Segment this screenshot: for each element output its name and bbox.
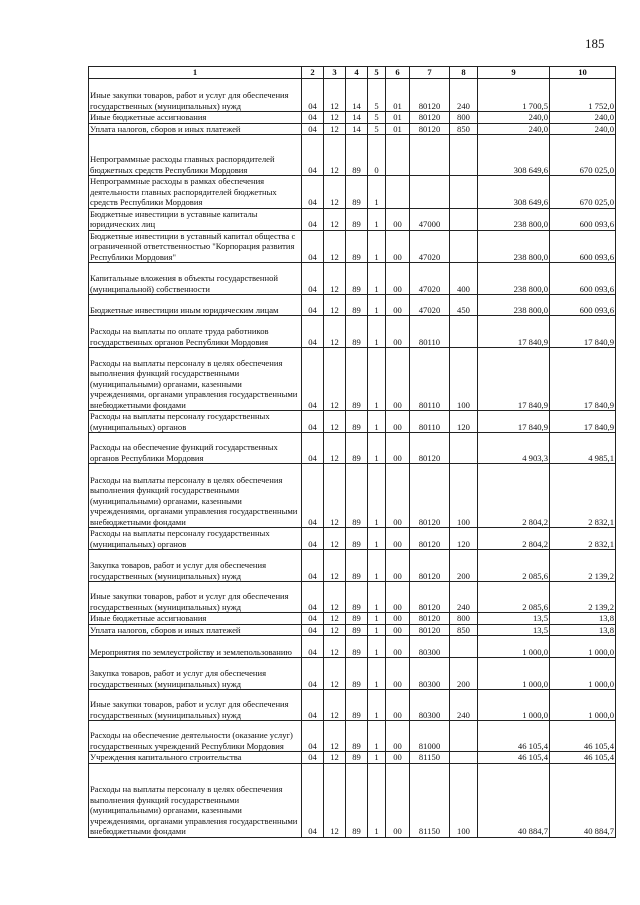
code-subprogram: 1 xyxy=(368,550,386,582)
code-main-activity: 00 xyxy=(386,658,410,690)
row-name: Иные бюджетные ассигнования xyxy=(89,613,302,625)
code-subsection: 12 xyxy=(324,135,346,176)
table-row xyxy=(89,464,616,528)
code-expense-type xyxy=(450,316,478,348)
code-subsection: 12 xyxy=(324,624,346,636)
code-section: 04 xyxy=(302,636,324,658)
table-row xyxy=(89,295,616,316)
code-direction: 80120 xyxy=(410,624,450,636)
code-subsection: 12 xyxy=(324,582,346,613)
row-name: Бюджетные инвестиции в уставные капиталы юридических лиц xyxy=(89,208,302,230)
column-header-6: 6 xyxy=(386,67,410,79)
code-expense-type: 850 xyxy=(450,123,478,135)
code-subprogram: 1 xyxy=(368,433,386,464)
row-name: Закупка товаров, работ и услуг для обеспечения государственных (муниципальных) нужд xyxy=(89,658,302,690)
code-program: 89 xyxy=(346,208,368,230)
code-main-activity: 00 xyxy=(386,411,410,433)
code-subsection: 12 xyxy=(324,464,346,528)
code-expense-type: 240 xyxy=(450,690,478,721)
table-body xyxy=(89,79,616,838)
table-row xyxy=(89,613,616,625)
code-subprogram: 1 xyxy=(368,176,386,209)
code-subsection: 12 xyxy=(324,528,346,550)
code-main-activity: 00 xyxy=(386,752,410,764)
code-section: 04 xyxy=(302,752,324,764)
page-number: 185 xyxy=(585,36,605,51)
amount-year-1: 46 105,4 xyxy=(478,752,550,764)
code-program: 14 xyxy=(346,79,368,112)
code-section: 04 xyxy=(302,464,324,528)
code-direction: 80300 xyxy=(410,658,450,690)
row-name: Расходы на обеспечение функций государственных органов Республики Мордовия xyxy=(89,433,302,464)
code-section: 04 xyxy=(302,582,324,613)
code-direction: 47000 xyxy=(410,208,450,230)
code-subprogram: 1 xyxy=(368,464,386,528)
code-main-activity: 00 xyxy=(386,295,410,316)
code-section: 04 xyxy=(302,550,324,582)
code-main-activity xyxy=(386,135,410,176)
table-row xyxy=(89,528,616,550)
row-name: Расходы на выплаты персоналу государственных (муниципальных) органов xyxy=(89,528,302,550)
code-program: 89 xyxy=(346,135,368,176)
code-main-activity: 00 xyxy=(386,230,410,263)
amount-year-2: 2 832,1 xyxy=(550,464,616,528)
amount-year-1: 2 085,6 xyxy=(478,550,550,582)
column-header-2: 2 xyxy=(302,67,324,79)
code-subsection: 12 xyxy=(324,316,346,348)
column-header-10: 10 xyxy=(550,67,616,79)
code-subprogram: 1 xyxy=(368,721,386,752)
code-main-activity: 00 xyxy=(386,636,410,658)
code-section: 04 xyxy=(302,658,324,690)
amount-year-1: 238 800,0 xyxy=(478,230,550,263)
code-subsection: 12 xyxy=(324,550,346,582)
code-subprogram: 1 xyxy=(368,658,386,690)
code-subprogram: 1 xyxy=(368,316,386,348)
code-expense-type: 120 xyxy=(450,528,478,550)
table-row xyxy=(89,752,616,764)
code-program: 89 xyxy=(346,613,368,625)
code-expense-type: 100 xyxy=(450,464,478,528)
code-expense-type xyxy=(450,636,478,658)
code-program: 89 xyxy=(346,230,368,263)
table-row xyxy=(89,176,616,209)
code-main-activity: 00 xyxy=(386,348,410,411)
code-direction: 81000 xyxy=(410,721,450,752)
code-subprogram: 1 xyxy=(368,208,386,230)
row-name: Капитальные вложения в объекты государственной (муниципальной) собственности xyxy=(89,263,302,295)
amount-year-2: 1 000,0 xyxy=(550,636,616,658)
amount-year-2: 17 840,9 xyxy=(550,316,616,348)
code-expense-type: 200 xyxy=(450,550,478,582)
row-name: Мероприятия по землеустройству и землепользованию xyxy=(89,636,302,658)
code-subprogram: 1 xyxy=(368,763,386,837)
budget-table xyxy=(88,66,616,838)
code-program: 89 xyxy=(346,624,368,636)
code-direction: 80120 xyxy=(410,613,450,625)
code-main-activity: 00 xyxy=(386,721,410,752)
code-main-activity: 00 xyxy=(386,528,410,550)
code-program: 14 xyxy=(346,112,368,124)
code-section: 04 xyxy=(302,411,324,433)
amount-year-2: 670 025,0 xyxy=(550,135,616,176)
row-name: Иные бюджетные ассигнования xyxy=(89,112,302,124)
code-expense-type: 800 xyxy=(450,112,478,124)
code-direction: 47020 xyxy=(410,230,450,263)
code-direction: 80120 xyxy=(410,112,450,124)
code-expense-type: 800 xyxy=(450,613,478,625)
code-subsection: 12 xyxy=(324,208,346,230)
table-row xyxy=(89,135,616,176)
code-subsection: 12 xyxy=(324,295,346,316)
code-main-activity: 00 xyxy=(386,624,410,636)
amount-year-1: 13,5 xyxy=(478,624,550,636)
code-direction: 80120 xyxy=(410,433,450,464)
code-direction: 80110 xyxy=(410,316,450,348)
code-subsection: 12 xyxy=(324,123,346,135)
column-header-5: 5 xyxy=(368,67,386,79)
code-main-activity: 01 xyxy=(386,112,410,124)
amount-year-2: 600 093,6 xyxy=(550,230,616,263)
code-expense-type: 100 xyxy=(450,348,478,411)
code-main-activity: 00 xyxy=(386,613,410,625)
code-expense-type xyxy=(450,230,478,263)
row-name: Иные закупки товаров, работ и услуг для обеспечения государственных (муниципальных) нужд xyxy=(89,690,302,721)
amount-year-1: 1 000,0 xyxy=(478,636,550,658)
amount-year-1: 1 000,0 xyxy=(478,690,550,721)
code-section: 04 xyxy=(302,316,324,348)
amount-year-2: 2 832,1 xyxy=(550,528,616,550)
row-name: Иные закупки товаров, работ и услуг для обеспечения государственных (муниципальных) нужд xyxy=(89,582,302,613)
code-program: 89 xyxy=(346,263,368,295)
amount-year-2: 40 884,7 xyxy=(550,763,616,837)
amount-year-1: 2 085,6 xyxy=(478,582,550,613)
code-direction xyxy=(410,176,450,209)
amount-year-2: 46 105,4 xyxy=(550,721,616,752)
amount-year-2: 17 840,9 xyxy=(550,411,616,433)
amount-year-1: 2 804,2 xyxy=(478,528,550,550)
code-section: 04 xyxy=(302,123,324,135)
table-row xyxy=(89,624,616,636)
code-direction: 47020 xyxy=(410,295,450,316)
code-subsection: 12 xyxy=(324,636,346,658)
code-main-activity: 00 xyxy=(386,433,410,464)
row-name: Бюджетные инвестиции в уставный капитал общества с ограниченной ответственностью "Корпорация развития Республики Мордовия" xyxy=(89,230,302,263)
table-row xyxy=(89,550,616,582)
row-name: Закупка товаров, работ и услуг для обеспечения государственных (муниципальных) нужд xyxy=(89,550,302,582)
code-subprogram: 1 xyxy=(368,624,386,636)
code-subsection: 12 xyxy=(324,658,346,690)
amount-year-2: 46 105,4 xyxy=(550,752,616,764)
amount-year-2: 2 139,2 xyxy=(550,550,616,582)
code-direction: 80300 xyxy=(410,690,450,721)
amount-year-2: 17 840,9 xyxy=(550,348,616,411)
column-header-9: 9 xyxy=(478,67,550,79)
code-expense-type: 850 xyxy=(450,624,478,636)
code-program: 89 xyxy=(346,582,368,613)
code-expense-type: 100 xyxy=(450,763,478,837)
code-subsection: 12 xyxy=(324,263,346,295)
code-main-activity: 01 xyxy=(386,79,410,112)
amount-year-2: 1 000,0 xyxy=(550,690,616,721)
code-direction: 80300 xyxy=(410,636,450,658)
amount-year-2: 240,0 xyxy=(550,112,616,124)
code-section: 04 xyxy=(302,112,324,124)
row-name: Уплата налогов, сборов и иных платежей xyxy=(89,624,302,636)
code-section: 04 xyxy=(302,208,324,230)
column-header-8: 8 xyxy=(450,67,478,79)
amount-year-1: 240,0 xyxy=(478,123,550,135)
code-subprogram: 5 xyxy=(368,123,386,135)
amount-year-2: 1 752,0 xyxy=(550,79,616,112)
amount-year-2: 600 093,6 xyxy=(550,295,616,316)
row-name: Непрограммные расходы главных распорядителей бюджетных средств Республики Мордовия xyxy=(89,135,302,176)
code-section: 04 xyxy=(302,721,324,752)
column-header-3: 3 xyxy=(324,67,346,79)
code-program: 89 xyxy=(346,176,368,209)
code-subprogram: 1 xyxy=(368,582,386,613)
code-main-activity: 00 xyxy=(386,316,410,348)
amount-year-1: 17 840,9 xyxy=(478,316,550,348)
code-program: 89 xyxy=(346,721,368,752)
code-expense-type xyxy=(450,721,478,752)
code-expense-type xyxy=(450,135,478,176)
code-direction: 80120 xyxy=(410,528,450,550)
code-direction: 80120 xyxy=(410,464,450,528)
code-program: 89 xyxy=(346,658,368,690)
column-header-4: 4 xyxy=(346,67,368,79)
amount-year-1: 46 105,4 xyxy=(478,721,550,752)
code-main-activity: 00 xyxy=(386,582,410,613)
amount-year-2: 1 000,0 xyxy=(550,658,616,690)
row-name: Расходы на обеспечение деятельности (оказание услуг) государственных учреждений Республики Мордовия xyxy=(89,721,302,752)
code-section: 04 xyxy=(302,79,324,112)
table-row xyxy=(89,763,616,837)
amount-year-1: 240,0 xyxy=(478,112,550,124)
code-main-activity: 00 xyxy=(386,263,410,295)
row-name: Иные закупки товаров, работ и услуг для обеспечения государственных (муниципальных) нужд xyxy=(89,79,302,112)
code-subprogram: 1 xyxy=(368,295,386,316)
amount-year-1: 1 700,5 xyxy=(478,79,550,112)
code-subsection: 12 xyxy=(324,348,346,411)
table-header-row xyxy=(89,67,616,79)
code-subsection: 12 xyxy=(324,176,346,209)
amount-year-1: 308 649,6 xyxy=(478,176,550,209)
table-row xyxy=(89,690,616,721)
code-subsection: 12 xyxy=(324,79,346,112)
code-main-activity: 00 xyxy=(386,464,410,528)
code-section: 04 xyxy=(302,295,324,316)
code-section: 04 xyxy=(302,690,324,721)
code-expense-type: 240 xyxy=(450,582,478,613)
code-section: 04 xyxy=(302,613,324,625)
amount-year-1: 238 800,0 xyxy=(478,263,550,295)
table-row xyxy=(89,230,616,263)
table-row xyxy=(89,658,616,690)
code-main-activity: 01 xyxy=(386,123,410,135)
code-direction: 80120 xyxy=(410,582,450,613)
code-direction: 80120 xyxy=(410,550,450,582)
amount-year-2: 13,8 xyxy=(550,613,616,625)
code-subsection: 12 xyxy=(324,433,346,464)
row-name: Бюджетные инвестиции иным юридическим лицам xyxy=(89,295,302,316)
code-program: 89 xyxy=(346,763,368,837)
row-name: Расходы на выплаты персоналу государственных (муниципальных) органов xyxy=(89,411,302,433)
code-subsection: 12 xyxy=(324,721,346,752)
column-header-7: 7 xyxy=(410,67,450,79)
table-row xyxy=(89,263,616,295)
code-subprogram: 1 xyxy=(368,263,386,295)
code-section: 04 xyxy=(302,433,324,464)
code-program: 89 xyxy=(346,752,368,764)
code-subprogram: 5 xyxy=(368,79,386,112)
code-program: 89 xyxy=(346,348,368,411)
code-subsection: 12 xyxy=(324,411,346,433)
code-program: 14 xyxy=(346,123,368,135)
amount-year-1: 2 804,2 xyxy=(478,464,550,528)
code-direction xyxy=(410,135,450,176)
amount-year-2: 4 985,1 xyxy=(550,433,616,464)
code-subprogram: 0 xyxy=(368,135,386,176)
code-program: 89 xyxy=(346,550,368,582)
code-subprogram: 1 xyxy=(368,230,386,263)
code-section: 04 xyxy=(302,624,324,636)
row-name: Расходы на выплаты по оплате труда работников государственных органов Республики Мордовия xyxy=(89,316,302,348)
code-expense-type xyxy=(450,752,478,764)
column-header-1: 1 xyxy=(89,67,302,79)
code-subsection: 12 xyxy=(324,230,346,263)
amount-year-2: 600 093,6 xyxy=(550,208,616,230)
code-subsection: 12 xyxy=(324,112,346,124)
code-direction: 47020 xyxy=(410,263,450,295)
code-expense-type: 200 xyxy=(450,658,478,690)
amount-year-1: 238 800,0 xyxy=(478,295,550,316)
code-section: 04 xyxy=(302,528,324,550)
amount-year-1: 308 649,6 xyxy=(478,135,550,176)
code-program: 89 xyxy=(346,636,368,658)
code-section: 04 xyxy=(302,763,324,837)
code-expense-type xyxy=(450,208,478,230)
code-expense-type: 120 xyxy=(450,411,478,433)
code-program: 89 xyxy=(346,690,368,721)
code-subprogram: 1 xyxy=(368,613,386,625)
table-row xyxy=(89,582,616,613)
code-subsection: 12 xyxy=(324,690,346,721)
amount-year-2: 2 139,2 xyxy=(550,582,616,613)
row-name: Расходы на выплаты персоналу в целях обеспечения выполнения функций государственными (муниципальными) органами, казенными учреждениями, органами управления государственными внебюджетными фондами xyxy=(89,464,302,528)
code-expense-type xyxy=(450,176,478,209)
table-row xyxy=(89,433,616,464)
code-subprogram: 1 xyxy=(368,528,386,550)
code-direction: 81150 xyxy=(410,752,450,764)
code-program: 89 xyxy=(346,433,368,464)
amount-year-2: 600 093,6 xyxy=(550,263,616,295)
code-section: 04 xyxy=(302,348,324,411)
code-main-activity: 00 xyxy=(386,208,410,230)
code-subprogram: 1 xyxy=(368,636,386,658)
code-subsection: 12 xyxy=(324,763,346,837)
amount-year-1: 1 000,0 xyxy=(478,658,550,690)
table-row xyxy=(89,79,616,112)
amount-year-1: 17 840,9 xyxy=(478,348,550,411)
code-expense-type: 400 xyxy=(450,263,478,295)
table-row xyxy=(89,316,616,348)
code-direction: 80110 xyxy=(410,348,450,411)
table-row xyxy=(89,112,616,124)
table-row xyxy=(89,411,616,433)
amount-year-1: 238 800,0 xyxy=(478,208,550,230)
row-name: Расходы на выплаты персоналу в целях обеспечения выполнения функций государственными (муниципальными) органами, казенными учреждениями, органами управления государственными внебюджетными фондами xyxy=(89,763,302,837)
table-row xyxy=(89,208,616,230)
amount-year-1: 17 840,9 xyxy=(478,411,550,433)
code-program: 89 xyxy=(346,295,368,316)
code-program: 89 xyxy=(346,528,368,550)
table-row xyxy=(89,636,616,658)
amount-year-2: 13,8 xyxy=(550,624,616,636)
code-subprogram: 5 xyxy=(368,112,386,124)
code-subprogram: 1 xyxy=(368,752,386,764)
code-subprogram: 1 xyxy=(368,411,386,433)
amount-year-1: 13,5 xyxy=(478,613,550,625)
code-direction: 81150 xyxy=(410,763,450,837)
code-expense-type xyxy=(450,433,478,464)
code-main-activity: 00 xyxy=(386,763,410,837)
code-section: 04 xyxy=(302,176,324,209)
code-program: 89 xyxy=(346,464,368,528)
amount-year-2: 670 025,0 xyxy=(550,176,616,209)
code-subsection: 12 xyxy=(324,752,346,764)
amount-year-1: 40 884,7 xyxy=(478,763,550,837)
row-name: Уплата налогов, сборов и иных платежей xyxy=(89,123,302,135)
code-direction: 80120 xyxy=(410,123,450,135)
code-program: 89 xyxy=(346,316,368,348)
amount-year-2: 240,0 xyxy=(550,123,616,135)
code-direction: 80110 xyxy=(410,411,450,433)
code-expense-type: 240 xyxy=(450,79,478,112)
code-program: 89 xyxy=(346,411,368,433)
code-section: 04 xyxy=(302,230,324,263)
amount-year-1: 4 903,3 xyxy=(478,433,550,464)
code-main-activity: 00 xyxy=(386,690,410,721)
code-expense-type: 450 xyxy=(450,295,478,316)
code-subprogram: 1 xyxy=(368,348,386,411)
code-section: 04 xyxy=(302,135,324,176)
row-name: Учреждения капитального строительства xyxy=(89,752,302,764)
code-direction: 80120 xyxy=(410,79,450,112)
code-main-activity: 00 xyxy=(386,550,410,582)
code-subprogram: 1 xyxy=(368,690,386,721)
code-subsection: 12 xyxy=(324,613,346,625)
table-row xyxy=(89,721,616,752)
code-main-activity xyxy=(386,176,410,209)
row-name: Расходы на выплаты персоналу в целях обеспечения выполнения функций государственными (муниципальными) органами, казенными учреждениями, органами управления государственными внебюджетными фондами xyxy=(89,348,302,411)
code-section: 04 xyxy=(302,263,324,295)
table-row xyxy=(89,348,616,411)
row-name: Непрограммные расходы в рамках обеспечения деятельности главных распорядителей бюджетных средств Республики Мордовия xyxy=(89,176,302,209)
table-row xyxy=(89,123,616,135)
